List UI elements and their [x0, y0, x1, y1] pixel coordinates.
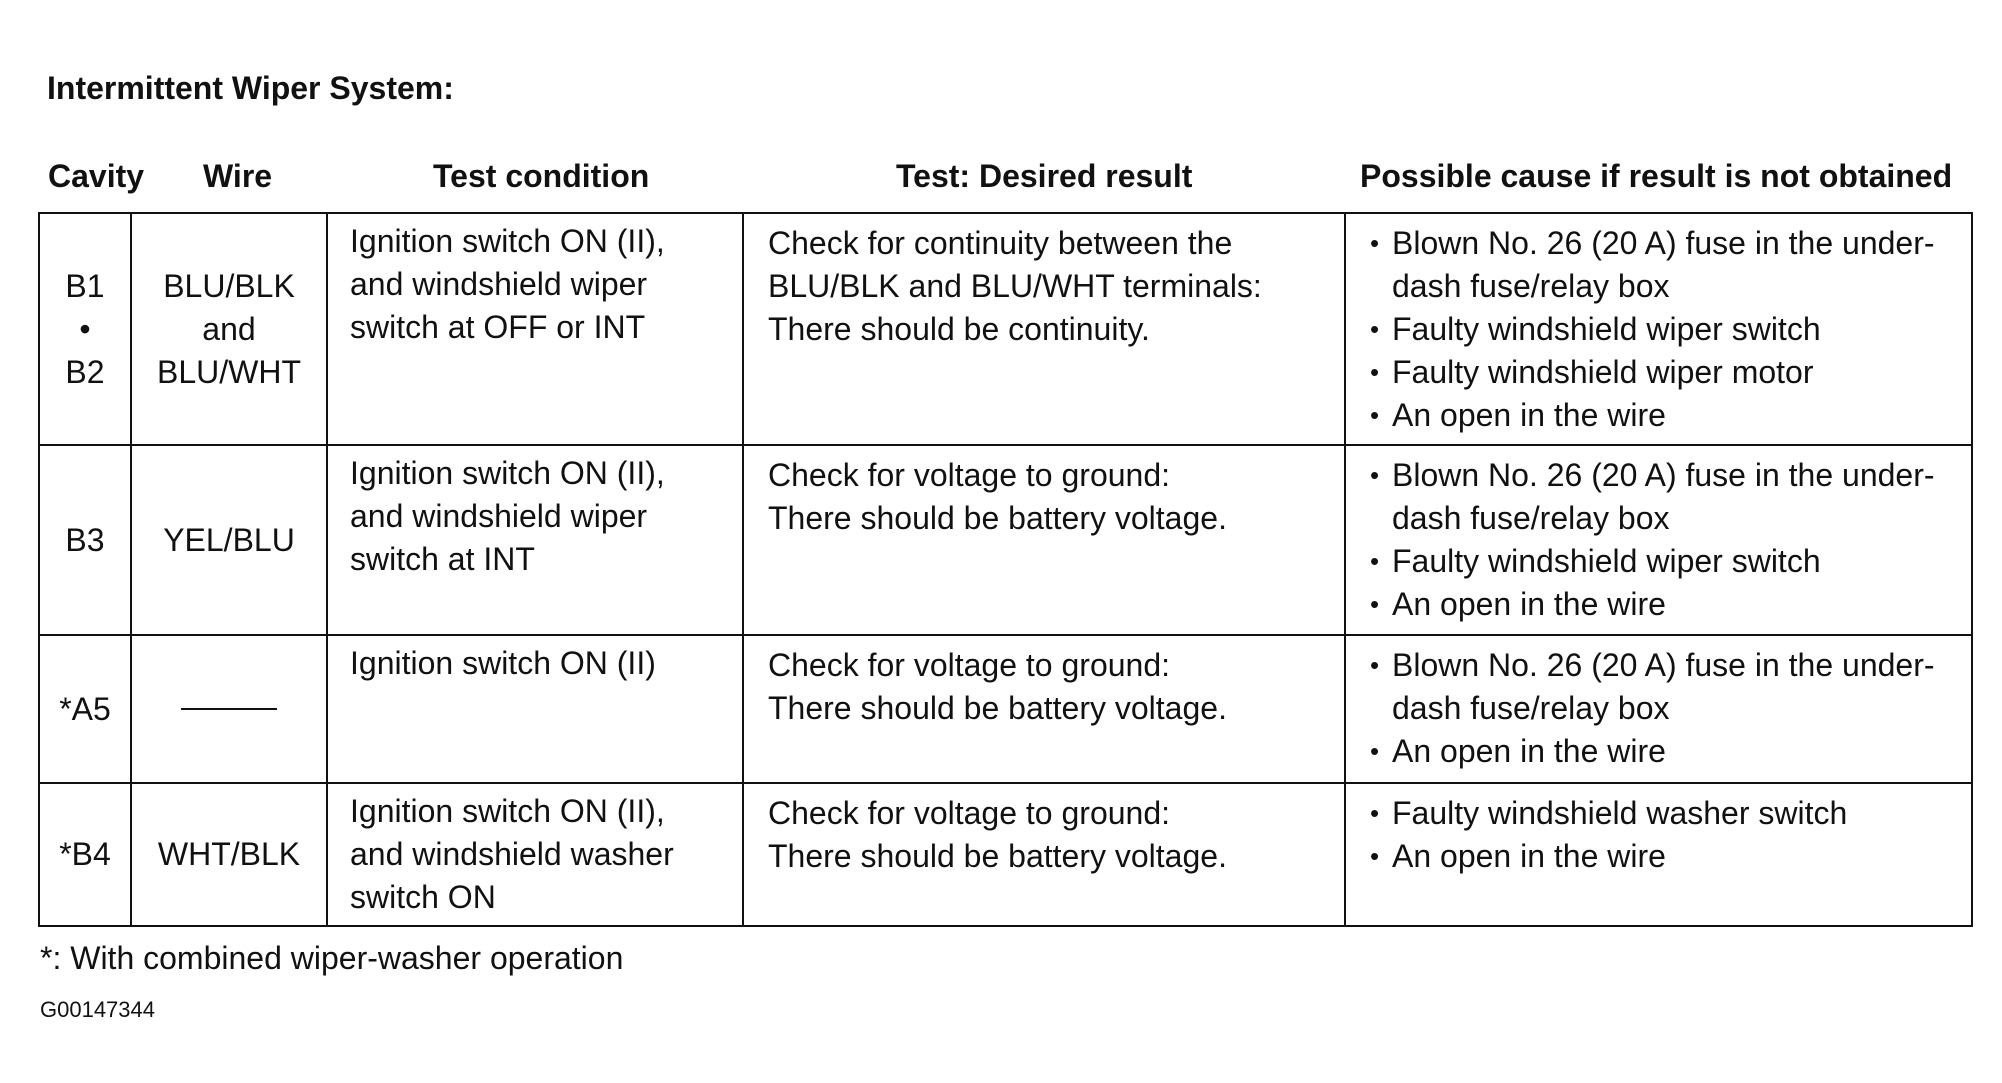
header-wire: Wire [203, 158, 273, 194]
table-row [40, 634, 1971, 782]
cause-cell [1346, 214, 1971, 444]
cavity-b2: B2 [65, 353, 105, 390]
condition-line: Ignition switch ON (II) [350, 645, 656, 681]
cause-list [1370, 454, 1971, 626]
condition-line: and windshield washer [350, 836, 674, 872]
header-cavity: Cavity [48, 158, 145, 194]
cavity-cell [40, 214, 132, 444]
result-line: Check for voltage to ground: [768, 457, 1171, 493]
condition-line: switch at OFF or INT [350, 309, 646, 345]
condition-cell [328, 636, 744, 782]
header-test-condition: Test condition [433, 158, 650, 194]
condition-cell [328, 446, 744, 634]
result-cell [744, 784, 1346, 925]
page-title: Intermittent Wiper System: [47, 70, 454, 106]
no-wire-dash [181, 708, 277, 710]
result-line: There should be battery voltage. [768, 500, 1227, 536]
cause-list [1370, 222, 1971, 437]
header-desired-result: Test: Desired result [896, 158, 1193, 194]
condition-cell [328, 784, 744, 925]
result-line: There should be continuity. [768, 311, 1150, 347]
result-line: Check for voltage to ground: [768, 795, 1171, 831]
wire-cell: WHT/BLK [132, 784, 328, 925]
cause-item: • An open in the wire [1370, 730, 1971, 773]
cause-item: • Blown No. 26 (20 A) fuse in the under-dash fuse/relay box [1370, 222, 1971, 308]
cause-item: • Faulty windshield wiper motor [1370, 351, 1971, 394]
cause-cell [1346, 784, 1971, 925]
cavity-separator: • [79, 310, 91, 347]
result-line: There should be battery voltage. [768, 838, 1227, 874]
wire-cell [132, 636, 328, 782]
result-line: There should be battery voltage. [768, 690, 1227, 726]
table-row [40, 782, 1971, 925]
wire-cell: YEL/BLU [132, 446, 328, 634]
cause-item: • Faulty windshield wiper switch [1370, 308, 1971, 351]
cavity-cell: *A5 [40, 636, 132, 782]
wire-blu-wht: BLU/WHT [157, 353, 301, 390]
cause-item: • Blown No. 26 (20 A) fuse in the under-dash fuse/relay box [1370, 454, 1971, 540]
result-line: Check for voltage to ground: [768, 647, 1171, 683]
condition-line: switch at INT [350, 541, 535, 577]
cause-cell [1346, 636, 1971, 782]
column-headers [38, 158, 1973, 208]
cause-item: • Faulty windshield washer switch [1370, 792, 1971, 835]
cause-list [1370, 792, 1971, 878]
cavity-cell: *B4 [40, 784, 132, 925]
result-cell [744, 636, 1346, 782]
result-cell [744, 214, 1346, 444]
condition-cell [328, 214, 744, 444]
cause-cell [1346, 446, 1971, 634]
condition-line: Ignition switch ON (II), [350, 793, 665, 829]
condition-line: switch ON [350, 879, 496, 915]
wire-cell [132, 214, 328, 444]
cause-list [1370, 644, 1971, 773]
table-row [40, 214, 1971, 444]
cause-item: • Faulty windshield wiper switch [1370, 540, 1971, 583]
condition-line: Ignition switch ON (II), [350, 455, 665, 491]
header-possible-cause: Possible cause if result is not obtained [1360, 158, 1953, 194]
cavity-b1: B1 [65, 267, 105, 304]
figure-code: G00147344 [40, 997, 155, 1022]
condition-line: and windshield wiper [350, 498, 648, 534]
cause-item: • An open in the wire [1370, 394, 1971, 437]
result-cell [744, 446, 1346, 634]
cavity-cell: B3 [40, 446, 132, 634]
cause-item: • An open in the wire [1370, 835, 1971, 878]
wire-and: and [202, 310, 256, 347]
condition-line: and windshield wiper [350, 266, 648, 302]
result-line: BLU/BLK and BLU/WHT terminals: [768, 268, 1262, 304]
wiper-test-table [38, 212, 1973, 927]
condition-line: Ignition switch ON (II), [350, 223, 665, 259]
table-row [40, 444, 1971, 634]
result-line: Check for continuity between the [768, 225, 1233, 261]
wire-blu-blk: BLU/BLK [163, 267, 295, 304]
cause-item: • An open in the wire [1370, 583, 1971, 626]
footnote: *: With combined wiper-washer operation [40, 940, 624, 976]
cause-item: • Blown No. 26 (20 A) fuse in the under-dash fuse/relay box [1370, 644, 1971, 730]
